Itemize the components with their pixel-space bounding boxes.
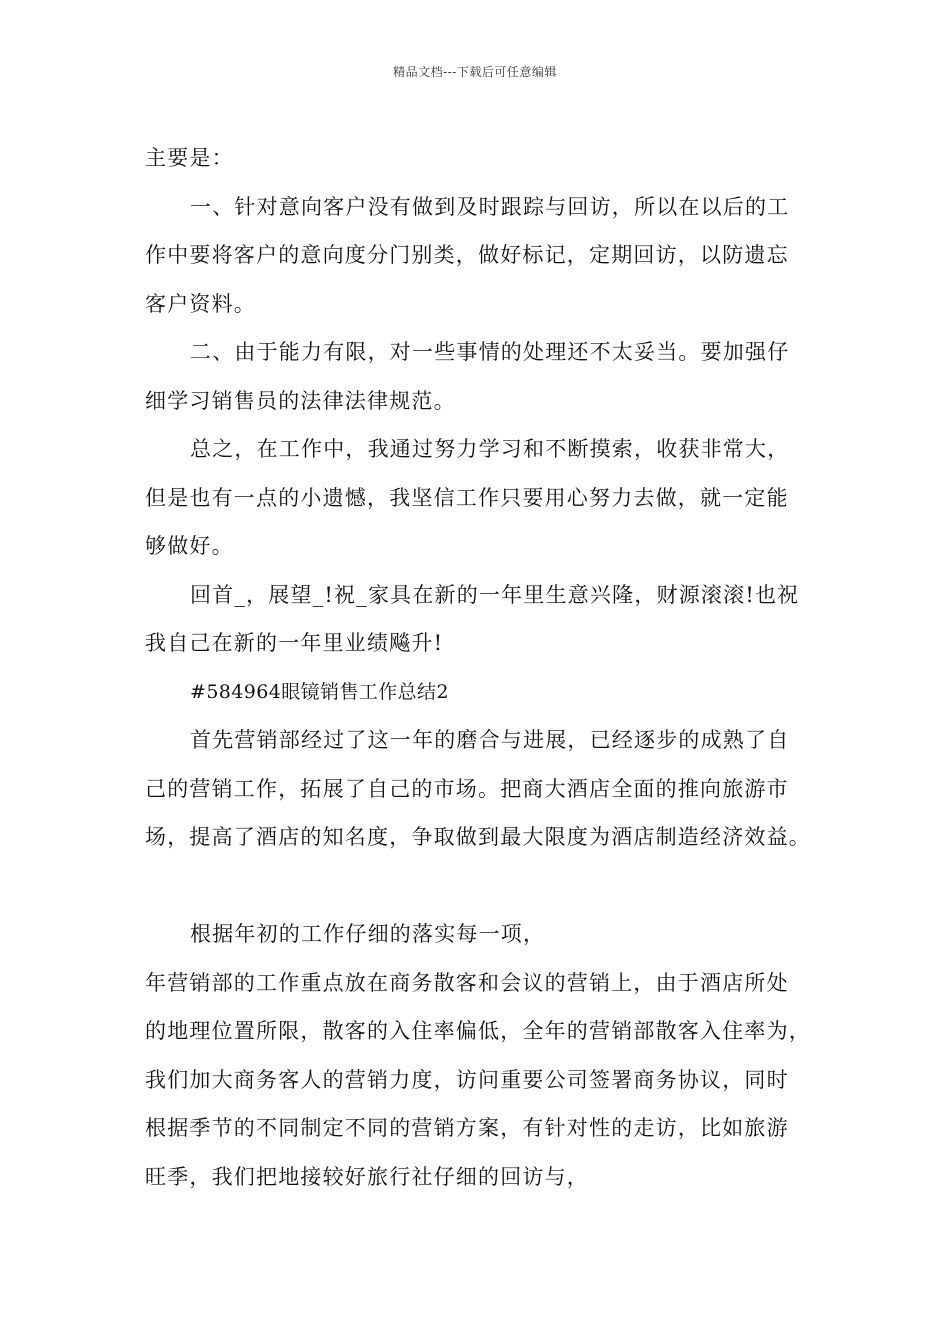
blank-line [145, 862, 815, 911]
paragraph-line: 根据年初的工作仔细的落实每一项， [190, 922, 546, 946]
page-header: 精品文档---下载后可任意编辑 [393, 65, 557, 79]
paragraph-line: 总之，在工作中，我通过努力学习和不断摸索，收获非常大， [190, 437, 790, 461]
paragraph-line: 年营销部的工作重点放在商务散客和会议的营销上，由于酒店所处 [145, 970, 789, 995]
paragraph-line: 作中要将客户的意向度分门别类，做好标记，定期回访，以防遗忘 [145, 243, 789, 267]
document-body [145, 134, 815, 1201]
paragraph-line: 根据季节的不同制定不同的营销方案，有针对性的走访，比如旅游 [145, 1116, 789, 1140]
paragraph-line: 己的营销工作，拓展了自己的市场。把商大酒店全面的推向旅游市 [145, 776, 789, 801]
paragraph-line: 客户资料。 [145, 291, 256, 316]
paragraph-line: 的地理位置所限，散客的入住率偏低，全年的营销部散客入住率为， [145, 1019, 811, 1043]
paragraph-line: 回首_，展望_!祝_家具在新的一年里生意兴隆，财源滚滚!也祝 [190, 582, 800, 607]
paragraph-line: 细学习销售员的法律法律规范。 [145, 388, 456, 413]
paragraph-line: 二、由于能力有限，对一些事情的处理还不太妥当。要加强仔 [190, 340, 790, 364]
section-heading: #584964眼镜销售工作总结2 [190, 680, 449, 703]
paragraph-line: 我们加大商务客人的营销力度，访问重要公司签署商务协议，同时 [145, 1067, 789, 1092]
paragraph-line: 够做好。 [145, 534, 234, 558]
paragraph-line: 但是也有一点的小遗憾，我坚信工作只要用心努力去做，就一定能 [145, 485, 789, 510]
paragraph-line: 首先营销部经过了这一年的磨合与进展，已经逐步的成熟了自 [190, 728, 790, 752]
paragraph-line: 场，提高了酒店的知名度，争取做到最大限度为酒店制造经济效益。 [145, 825, 811, 849]
paragraph-line: 主要是： [145, 146, 234, 170]
paragraph-line: 一、针对意向客户没有做到及时跟踪与回访，所以在以后的工 [190, 194, 790, 219]
paragraph-line: 我自己在新的一年里业绩飚升! [145, 631, 444, 655]
paragraph-line: 旺季，我们把地接较好旅行社仔细的回访与， [145, 1164, 589, 1189]
